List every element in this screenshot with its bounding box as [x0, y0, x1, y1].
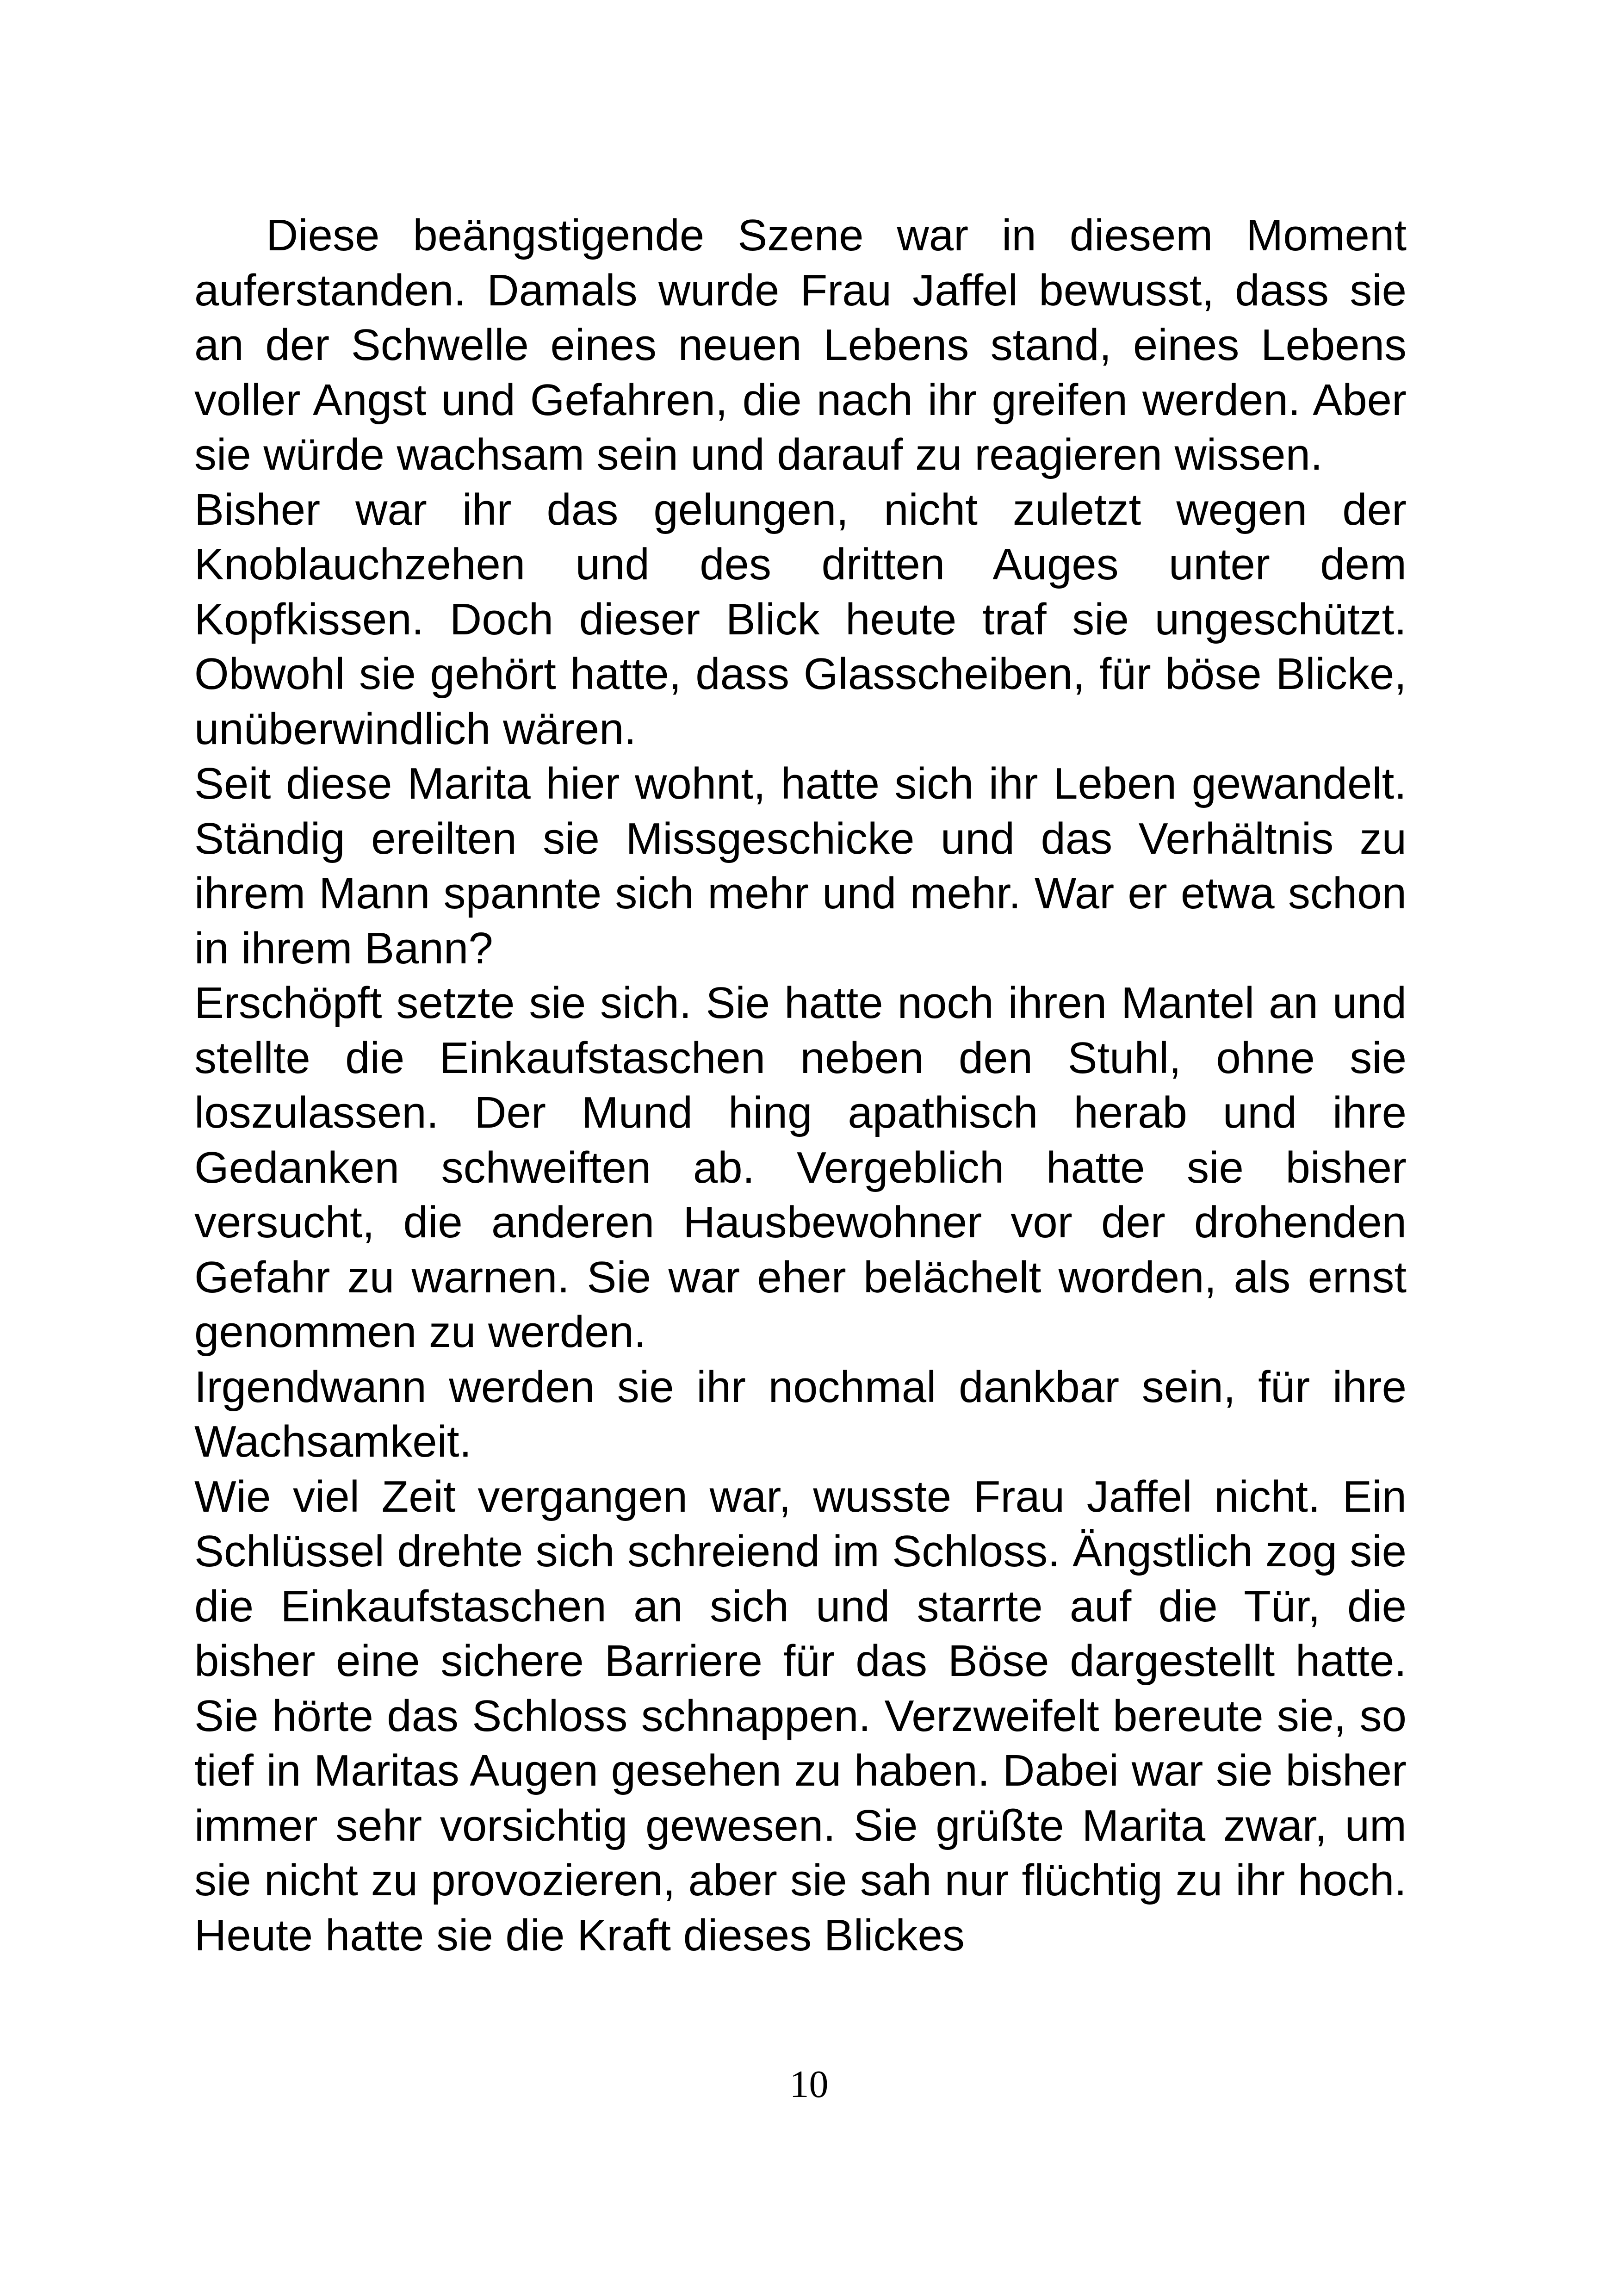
body-text: [194, 208, 1407, 1963]
paragraph-3: Seit diese Marita hier wohnt, hatte sich ihr Leben gewandelt. Ständig ereilten sie Missgeschicke und das Verhältnis zu ihrem Mann spannte sich mehr und mehr. War er etwa schon in ihrem Bann?: [194, 759, 1407, 973]
paragraph-4: Erschöpft setzte sie sich. Sie hatte noch ihren Mantel an und stellte die Einkaufstaschen neben den Stuhl, ohne sie loszulassen. Der Mund hing apathisch herab und ihre Gedanken schweiften ab. Vergeblich hatte sie bisher versucht, die anderen Hausbewohner vor der drohenden Gefahr zu warnen. Sie war eher belächelt worden, als ernst genommen zu werden.: [194, 978, 1407, 1357]
paragraph-6: Wie viel Zeit vergangen war, wusste Frau Jaffel nicht. Ein Schlüssel drehte sich schreiend im Schloss. Ängstlich zog sie die Einkaufstaschen an sich und starrte auf die Tür, die bisher eine sichere Barriere für das Böse dargestellt hatte. Sie hörte das Schloss schnappen. Verzweifelt bereute sie, so tief in Maritas Augen gesehen zu haben. Dabei war sie bisher immer sehr vorsichtig gewesen. Sie grüßte Marita zwar, um sie nicht zu provozieren, aber sie sah nur flüchtig zu ihr hoch. Heute hatte sie die Kraft dieses Blickes: [194, 1471, 1407, 1960]
paragraph-5: Irgendwann werden sie ihr nochmal dankbar sein, für ihre Wachsamkeit.: [194, 1362, 1407, 1466]
paragraph-1: Diese beängstigende Szene war in diesem Moment auferstanden. Damals wurde Frau Jaffel bewusst, dass sie an der Schwelle eines neuen Lebens stand, eines Lebens voller Angst und Gefahren, die nach ihr greifen werden. Aber sie würde wachsam sein und darauf zu reagieren wissen.: [194, 211, 1407, 479]
paragraph-2: Bisher war ihr das gelungen, nicht zuletzt wegen der Knoblauchzehen und des dritten Auges unter dem Kopfkissen. Doch dieser Blick heute traf sie ungeschützt. Obwohl sie gehört hatte, dass Glasscheiben, für böse Blicke, unüberwindlich wären.: [194, 484, 1407, 754]
page-number: 10: [789, 2063, 829, 2106]
